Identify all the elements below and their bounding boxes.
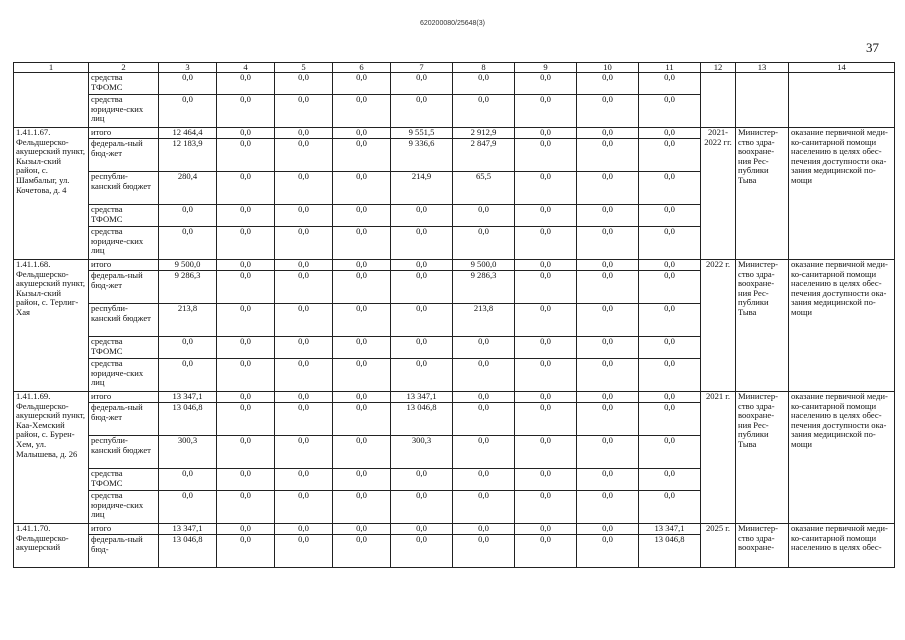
amount-cell: 0,0	[453, 392, 515, 403]
period: 2021-2022 гг.	[701, 128, 736, 260]
amount-cell: 0,0	[275, 128, 333, 139]
amount-cell: 0,0	[159, 337, 217, 359]
funding-source: республи-канский бюджет	[89, 304, 159, 337]
amount-cell: 13 347,1	[159, 392, 217, 403]
amount-cell: 0,0	[275, 337, 333, 359]
object-name: 1.41.1.70. Фельдшерско-акушерский	[14, 524, 89, 568]
amount-cell: 0,0	[333, 524, 391, 535]
amount-cell: 13 046,8	[159, 535, 217, 568]
amount-cell: 0,0	[515, 260, 577, 271]
amount-cell: 13 046,8	[639, 535, 701, 568]
amount-cell: 0,0	[333, 359, 391, 392]
amount-cell: 0,0	[453, 469, 515, 491]
amount-cell: 0,0	[515, 205, 577, 227]
amount-cell: 0,0	[639, 491, 701, 524]
funding-source: средства ТФОМС	[89, 205, 159, 227]
amount-cell: 0,0	[453, 524, 515, 535]
amount-cell: 0,0	[577, 128, 639, 139]
executor: Министер-ство здра-воохране-ния Рес-публики Тыва	[736, 392, 789, 524]
column-header: 3	[159, 63, 217, 73]
amount-cell: 0,0	[333, 469, 391, 491]
amount-cell: 0,0	[159, 491, 217, 524]
amount-cell: 0,0	[275, 403, 333, 436]
amount-cell: 0,0	[515, 359, 577, 392]
amount-cell: 0,0	[217, 227, 275, 260]
amount-cell: 0,0	[217, 260, 275, 271]
amount-cell: 0,0	[275, 260, 333, 271]
amount-cell: 0,0	[333, 139, 391, 172]
amount-cell: 0,0	[391, 271, 453, 304]
amount-cell: 300,3	[391, 436, 453, 469]
amount-cell: 0,0	[639, 392, 701, 403]
amount-cell: 0,0	[453, 403, 515, 436]
expected-result: оказание первичной меди-ко-санитарной помощи населению в целях обес-	[789, 524, 895, 568]
funding-source: федераль-ный бюд-жет	[89, 403, 159, 436]
amount-cell: 0,0	[333, 535, 391, 568]
amount-cell: 0,0	[639, 436, 701, 469]
amount-cell: 0,0	[159, 95, 217, 128]
column-header: 7	[391, 63, 453, 73]
amount-cell: 0,0	[391, 337, 453, 359]
amount-cell: 0,0	[577, 227, 639, 260]
object-name: 1.41.1.68. Фельдшерско-акушерский пункт, Кызыл-ский район, с. Терлиг-Хая	[14, 260, 89, 392]
amount-cell: 0,0	[275, 227, 333, 260]
amount-cell: 0,0	[333, 227, 391, 260]
amount-cell: 0,0	[577, 205, 639, 227]
amount-cell: 0,0	[453, 205, 515, 227]
expected-result: оказание первичной меди-ко-санитарной помощи населению в целях обес-печения доступности ока-зания медицинской по-мощи	[789, 260, 895, 392]
amount-cell: 9 286,3	[453, 271, 515, 304]
amount-cell: 0,0	[275, 392, 333, 403]
expected-result: оказание первичной меди-ко-санитарной помощи населению в целях обес-печения доступности ока-зания медицинской по-мощи	[789, 392, 895, 524]
amount-cell: 0,0	[391, 524, 453, 535]
amount-cell: 0,0	[217, 436, 275, 469]
amount-cell: 0,0	[391, 205, 453, 227]
amount-cell: 0,0	[275, 491, 333, 524]
column-header: 5	[275, 63, 333, 73]
page-number: 37	[866, 40, 879, 55]
amount-cell: 0,0	[639, 128, 701, 139]
amount-cell: 0,0	[639, 304, 701, 337]
executor: Министер-ство здра-воохране-ния Рес-публики Тыва	[736, 128, 789, 260]
amount-cell: 0,0	[275, 271, 333, 304]
table-row	[14, 524, 895, 535]
amount-cell: 0,0	[159, 73, 217, 95]
amount-cell: 0,0	[275, 172, 333, 205]
amount-cell: 9 551,5	[391, 128, 453, 139]
amount-cell: 0,0	[217, 205, 275, 227]
amount-cell: 0,0	[639, 139, 701, 172]
amount-cell: 0,0	[275, 359, 333, 392]
amount-cell: 0,0	[275, 524, 333, 535]
column-header: 2	[89, 63, 159, 73]
amount-cell: 0,0	[577, 469, 639, 491]
amount-cell: 13 347,1	[159, 524, 217, 535]
amount-cell: 0,0	[639, 227, 701, 260]
amount-cell: 0,0	[515, 304, 577, 337]
amount-cell: 0,0	[639, 205, 701, 227]
funding-source: средства юридиче-ских лиц	[89, 95, 159, 128]
amount-cell: 213,8	[159, 304, 217, 337]
table-row	[14, 260, 895, 271]
amount-cell: 0,0	[639, 73, 701, 95]
amount-cell: 0,0	[275, 304, 333, 337]
amount-cell: 0,0	[217, 392, 275, 403]
amount-cell: 0,0	[515, 491, 577, 524]
column-header: 10	[577, 63, 639, 73]
funding-source: федераль-ный бюд-	[89, 535, 159, 568]
amount-cell: 0,0	[217, 403, 275, 436]
amount-cell: 0,0	[577, 271, 639, 304]
amount-cell: 0,0	[333, 260, 391, 271]
column-header: 9	[515, 63, 577, 73]
amount-cell: 0,0	[391, 304, 453, 337]
amount-cell: 0,0	[275, 436, 333, 469]
amount-cell: 0,0	[391, 469, 453, 491]
amount-cell: 0,0	[515, 436, 577, 469]
amount-cell: 0,0	[333, 73, 391, 95]
amount-cell: 0,0	[577, 304, 639, 337]
amount-cell: 0,0	[639, 337, 701, 359]
amount-cell: 0,0	[159, 227, 217, 260]
amount-cell: 0,0	[217, 271, 275, 304]
amount-cell: 0,0	[217, 95, 275, 128]
column-header: 6	[333, 63, 391, 73]
amount-cell: 0,0	[577, 172, 639, 205]
amount-cell: 0,0	[515, 73, 577, 95]
amount-cell: 9 286,3	[159, 271, 217, 304]
column-header: 8	[453, 63, 515, 73]
funding-source: средства юридиче-ских лиц	[89, 359, 159, 392]
amount-cell: 0,0	[159, 359, 217, 392]
amount-cell: 0,0	[275, 73, 333, 95]
amount-cell: 0,0	[217, 524, 275, 535]
funding-source: итого	[89, 260, 159, 271]
amount-cell: 0,0	[639, 172, 701, 205]
object-name-cell	[14, 73, 89, 128]
expected-result: оказание первичной меди-ко-санитарной помощи населению в целях обес-печения доступности ока-зания медицинской по-мощи	[789, 128, 895, 260]
header-row	[14, 63, 895, 73]
amount-cell: 0,0	[453, 73, 515, 95]
amount-cell: 0,0	[453, 535, 515, 568]
amount-cell: 0,0	[333, 436, 391, 469]
period: 2025 г.	[701, 524, 736, 568]
funding-source: итого	[89, 524, 159, 535]
column-header: 4	[217, 63, 275, 73]
amount-cell: 2 912,9	[453, 128, 515, 139]
amount-cell: 0,0	[333, 304, 391, 337]
amount-cell: 0,0	[217, 128, 275, 139]
amount-cell: 0,0	[515, 524, 577, 535]
amount-cell: 0,0	[453, 436, 515, 469]
amount-cell: 0,0	[453, 491, 515, 524]
amount-cell: 9 336,6	[391, 139, 453, 172]
amount-cell: 0,0	[453, 359, 515, 392]
amount-cell: 13 347,1	[391, 392, 453, 403]
amount-cell: 300,3	[159, 436, 217, 469]
amount-cell: 65,5	[453, 172, 515, 205]
amount-cell: 0,0	[275, 469, 333, 491]
amount-cell: 0,0	[391, 359, 453, 392]
amount-cell: 0,0	[333, 403, 391, 436]
amount-cell: 13 347,1	[639, 524, 701, 535]
funding-source: федераль-ный бюд-жет	[89, 271, 159, 304]
amount-cell: 13 046,8	[159, 403, 217, 436]
amount-cell: 0,0	[391, 95, 453, 128]
amount-cell: 0,0	[515, 172, 577, 205]
funding-source: республи-канский бюджет	[89, 436, 159, 469]
amount-cell: 0,0	[159, 469, 217, 491]
amount-cell: 0,0	[275, 95, 333, 128]
amount-cell: 0,0	[515, 535, 577, 568]
amount-cell: 213,8	[453, 304, 515, 337]
funding-source: итого	[89, 128, 159, 139]
amount-cell: 0,0	[515, 271, 577, 304]
amount-cell: 0,0	[577, 359, 639, 392]
amount-cell: 0,0	[217, 535, 275, 568]
amount-cell: 12 183,9	[159, 139, 217, 172]
executor: Министер-ство здра-воохране-	[736, 524, 789, 568]
amount-cell: 0,0	[217, 491, 275, 524]
amount-cell: 13 046,8	[391, 403, 453, 436]
amount-cell: 0,0	[577, 491, 639, 524]
amount-cell: 0,0	[639, 271, 701, 304]
amount-cell: 0,0	[639, 260, 701, 271]
table-row	[14, 128, 895, 139]
funding-source: средства ТФОМС	[89, 337, 159, 359]
amount-cell: 0,0	[275, 205, 333, 227]
amount-cell: 0,0	[515, 392, 577, 403]
executor: Министер-ство здра-воохране-ния Рес-публики Тыва	[736, 260, 789, 392]
amount-cell: 0,0	[391, 227, 453, 260]
amount-cell: 0,0	[577, 524, 639, 535]
amount-cell: 0,0	[639, 469, 701, 491]
amount-cell: 0,0	[515, 469, 577, 491]
amount-cell: 0,0	[217, 469, 275, 491]
amount-cell: 0,0	[577, 436, 639, 469]
table-row	[14, 73, 895, 95]
amount-cell: 0,0	[391, 73, 453, 95]
amount-cell: 0,0	[515, 403, 577, 436]
amount-cell: 0,0	[217, 73, 275, 95]
amount-cell: 0,0	[391, 535, 453, 568]
amount-cell: 0,0	[391, 491, 453, 524]
amount-cell: 0,0	[577, 73, 639, 95]
funding-source: республи-канский бюджет	[89, 172, 159, 205]
funding-source: средства юридиче-ских лиц	[89, 491, 159, 524]
object-name: 1.41.1.67. Фельдшерско-акушерский пункт, Кызыл-ский район, с. Шамбалыг, ул. Кочетова, д. 4	[14, 128, 89, 260]
amount-cell: 0,0	[453, 227, 515, 260]
amount-cell: 0,0	[333, 95, 391, 128]
funding-source: средства ТФОМС	[89, 73, 159, 95]
funding-source: средства юридиче-ских лиц	[89, 227, 159, 260]
amount-cell: 0,0	[217, 304, 275, 337]
amount-cell: 9 500,0	[453, 260, 515, 271]
column-header: 12	[701, 63, 736, 73]
amount-cell: 0,0	[453, 337, 515, 359]
amount-cell: 9 500,0	[159, 260, 217, 271]
amount-cell: 0,0	[333, 337, 391, 359]
amount-cell: 0,0	[515, 139, 577, 172]
empty-cell	[701, 73, 736, 128]
amount-cell: 0,0	[453, 95, 515, 128]
funding-source: федераль-ный бюд-жет	[89, 139, 159, 172]
amount-cell: 0,0	[275, 139, 333, 172]
amount-cell: 0,0	[333, 172, 391, 205]
table-row	[14, 392, 895, 403]
amount-cell: 0,0	[391, 260, 453, 271]
amount-cell: 0,0	[577, 337, 639, 359]
column-header: 14	[789, 63, 895, 73]
amount-cell: 0,0	[515, 227, 577, 260]
amount-cell: 0,0	[333, 128, 391, 139]
amount-cell: 0,0	[577, 392, 639, 403]
column-header: 1	[14, 63, 89, 73]
amount-cell: 0,0	[515, 128, 577, 139]
amount-cell: 0,0	[159, 205, 217, 227]
amount-cell: 0,0	[333, 392, 391, 403]
funding-source: итого	[89, 392, 159, 403]
amount-cell: 0,0	[639, 95, 701, 128]
amount-cell: 0,0	[577, 139, 639, 172]
amount-cell: 0,0	[217, 359, 275, 392]
amount-cell: 0,0	[577, 260, 639, 271]
amount-cell: 0,0	[333, 271, 391, 304]
amount-cell: 0,0	[639, 403, 701, 436]
amount-cell: 0,0	[515, 95, 577, 128]
amount-cell: 280,4	[159, 172, 217, 205]
object-name: 1.41.1.69. Фельдшерско-акушерский пункт, Каа-Хемский район, с. Бурен-Хем, ул. Малышева, д. 26	[14, 392, 89, 524]
amount-cell: 0,0	[333, 205, 391, 227]
amount-cell: 0,0	[577, 535, 639, 568]
budget-table	[13, 62, 895, 568]
amount-cell: 0,0	[217, 337, 275, 359]
amount-cell: 0,0	[515, 337, 577, 359]
column-header: 13	[736, 63, 789, 73]
amount-cell: 0,0	[217, 139, 275, 172]
amount-cell: 2 847,9	[453, 139, 515, 172]
column-header: 11	[639, 63, 701, 73]
amount-cell: 12 464,4	[159, 128, 217, 139]
amount-cell: 0,0	[217, 172, 275, 205]
period: 2022 г.	[701, 260, 736, 392]
amount-cell: 0,0	[275, 535, 333, 568]
amount-cell: 0,0	[577, 403, 639, 436]
amount-cell: 0,0	[639, 359, 701, 392]
amount-cell: 0,0	[577, 95, 639, 128]
document-id: 620200080/25648(3)	[419, 20, 485, 27]
period: 2021 г.	[701, 392, 736, 524]
amount-cell: 0,0	[333, 491, 391, 524]
empty-cell	[789, 73, 895, 128]
empty-cell	[736, 73, 789, 128]
funding-source: средства ТФОМС	[89, 469, 159, 491]
amount-cell: 214,9	[391, 172, 453, 205]
